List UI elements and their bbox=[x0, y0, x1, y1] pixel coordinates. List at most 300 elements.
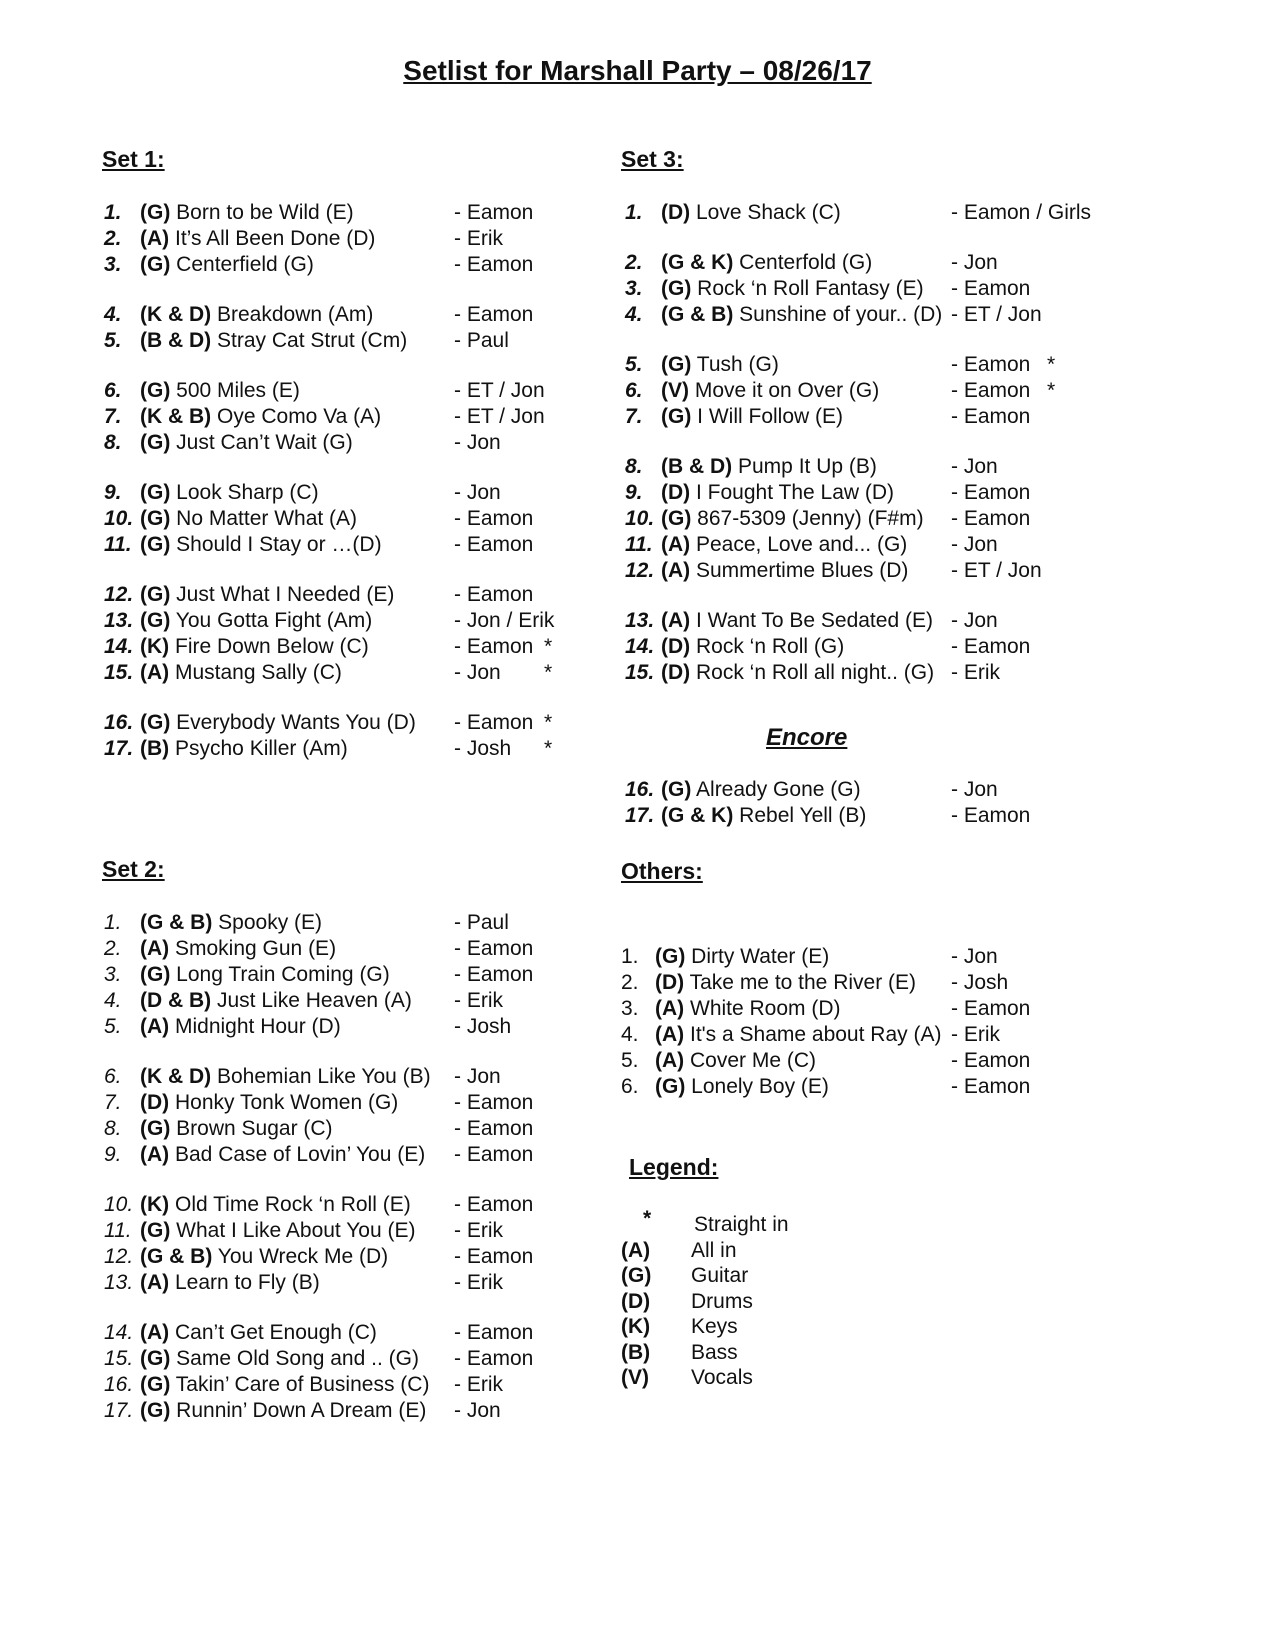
song-title bbox=[140, 1320, 377, 1346]
song-title bbox=[661, 803, 866, 829]
song-title bbox=[661, 250, 872, 276]
straight-in-marker: * bbox=[544, 711, 553, 734]
item-number: 15. bbox=[625, 661, 655, 684]
song-name: Rebel Yell (B) bbox=[739, 804, 867, 827]
song-title bbox=[140, 252, 314, 278]
instrument-code: (G) bbox=[140, 533, 171, 556]
singer: - Eamon bbox=[951, 405, 1031, 428]
instrument-code: (D) bbox=[661, 635, 691, 658]
list-item bbox=[625, 558, 1145, 584]
instrument-code: (B) bbox=[140, 737, 170, 760]
song-name: It’s All Been Done (D) bbox=[175, 227, 376, 250]
song-name: Stray Cat Strut (Cm) bbox=[217, 329, 408, 352]
instrument-code: (D) bbox=[140, 1091, 170, 1114]
list-item bbox=[104, 480, 624, 506]
list-item bbox=[104, 302, 624, 328]
instrument-code: (G & K) bbox=[661, 804, 734, 827]
list-item bbox=[621, 944, 1141, 970]
list-item bbox=[104, 252, 624, 278]
song-title bbox=[655, 1048, 816, 1074]
song-name: Bad Case of Lovin’ You (E) bbox=[175, 1143, 426, 1166]
song-name: Bohemian Like You (B) bbox=[217, 1065, 431, 1088]
instrument-code: (D) bbox=[655, 971, 685, 994]
instrument-code: (K & B) bbox=[140, 405, 212, 428]
song-name: 867-5309 (Jenny) (F#m) bbox=[697, 507, 924, 530]
song-title bbox=[140, 506, 357, 532]
item-number: 9. bbox=[625, 481, 643, 504]
singer: - Jon bbox=[951, 778, 998, 801]
song-title bbox=[140, 532, 382, 558]
set2-list bbox=[104, 910, 624, 1424]
legend-label: Drums bbox=[691, 1289, 753, 1313]
straight-in-marker: * bbox=[544, 661, 553, 684]
song-title bbox=[140, 1270, 320, 1296]
song-name: Rock ‘n Roll all night.. (G) bbox=[696, 661, 935, 684]
singer: - Eamon bbox=[454, 303, 534, 326]
song-name: Same Old Song and .. (G) bbox=[176, 1347, 419, 1370]
list-item bbox=[621, 1022, 1141, 1048]
singer: - Eamon bbox=[454, 533, 534, 556]
song-title bbox=[661, 532, 907, 558]
singer: - Erik bbox=[951, 661, 1000, 684]
list-item bbox=[625, 506, 1145, 532]
song-name: Centerfold (G) bbox=[739, 251, 873, 274]
instrument-code: (G) bbox=[140, 1219, 171, 1242]
straight-in-marker: * bbox=[544, 635, 553, 658]
singer: - Eamon bbox=[454, 201, 534, 224]
item-number: 9. bbox=[104, 481, 122, 504]
instrument-code: (A) bbox=[140, 1321, 170, 1344]
singer: - Josh bbox=[454, 737, 512, 760]
list-item bbox=[104, 660, 624, 686]
list-item bbox=[104, 736, 624, 762]
straight-in-marker: * bbox=[1047, 353, 1056, 376]
item-number: 10. bbox=[104, 1193, 134, 1216]
list-item bbox=[104, 1142, 624, 1168]
instrument-code: (G) bbox=[661, 353, 692, 376]
song-title bbox=[140, 378, 300, 404]
item-number: 10. bbox=[625, 507, 655, 530]
item-number: 2. bbox=[621, 971, 639, 994]
singer: - Eamon bbox=[951, 1075, 1031, 1098]
instrument-code: (K) bbox=[140, 635, 170, 658]
song-title bbox=[140, 736, 348, 762]
song-title bbox=[140, 302, 373, 328]
song-name: Dirty Water (E) bbox=[691, 945, 830, 968]
list-item bbox=[104, 910, 624, 936]
list-item bbox=[104, 1320, 624, 1346]
list-item bbox=[104, 506, 624, 532]
instrument-code: (A) bbox=[661, 559, 691, 582]
song-name: Runnin’ Down A Dream (E) bbox=[176, 1399, 427, 1422]
song-title bbox=[655, 970, 916, 996]
song-title bbox=[661, 480, 894, 506]
item-number: 10. bbox=[104, 507, 134, 530]
singer: - Jon / Erik bbox=[454, 609, 555, 632]
list-item bbox=[625, 378, 1145, 404]
instrument-code: (G) bbox=[661, 507, 692, 530]
song-title bbox=[140, 1218, 416, 1244]
singer: - Erik bbox=[454, 227, 503, 250]
song-name: I Fought The Law (D) bbox=[696, 481, 895, 504]
instrument-code: (G) bbox=[140, 583, 171, 606]
singer: - Jon bbox=[951, 533, 998, 556]
list-item bbox=[104, 608, 624, 634]
song-name: Pump It Up (B) bbox=[738, 455, 877, 478]
list-item bbox=[625, 803, 1145, 829]
item-number: 8. bbox=[625, 455, 643, 478]
list-item bbox=[104, 200, 624, 226]
song-title bbox=[655, 1074, 829, 1100]
item-number: 17. bbox=[625, 804, 655, 827]
item-number: 16. bbox=[625, 778, 655, 801]
set1-heading: Set 1: bbox=[102, 146, 165, 172]
list-item bbox=[104, 1090, 624, 1116]
instrument-code: (G & B) bbox=[140, 1245, 213, 1268]
song-name: Already Gone (G) bbox=[696, 778, 861, 801]
item-number: 11. bbox=[104, 1219, 132, 1242]
instrument-code: (A) bbox=[140, 1143, 170, 1166]
song-name: Rock ‘n Roll Fantasy (E) bbox=[697, 277, 924, 300]
song-title bbox=[140, 1090, 398, 1116]
item-number: 3. bbox=[625, 277, 643, 300]
item-number: 6. bbox=[104, 1065, 122, 1088]
song-name: It's a Shame about Ray (A) bbox=[690, 1023, 942, 1046]
instrument-code: (G) bbox=[140, 1117, 171, 1140]
legend-heading: Legend: bbox=[629, 1154, 719, 1180]
song-name: Just Can’t Wait (G) bbox=[176, 431, 353, 454]
song-title bbox=[140, 480, 319, 506]
item-number: 6. bbox=[625, 379, 643, 402]
legend-item bbox=[621, 1365, 921, 1391]
instrument-code: (V) bbox=[661, 379, 689, 402]
singer: - Eamon bbox=[951, 507, 1031, 530]
instrument-code: (A) bbox=[655, 1049, 685, 1072]
item-number: 14. bbox=[104, 635, 134, 658]
list-item bbox=[625, 777, 1145, 803]
song-title bbox=[661, 352, 779, 378]
list-item bbox=[104, 1398, 624, 1424]
song-name: Can’t Get Enough (C) bbox=[175, 1321, 377, 1344]
song-title bbox=[140, 988, 412, 1014]
song-title bbox=[661, 660, 934, 686]
item-number: 16. bbox=[104, 711, 134, 734]
song-name: Brown Sugar (C) bbox=[176, 1117, 333, 1140]
instrument-code: (G) bbox=[140, 711, 171, 734]
song-title bbox=[661, 276, 924, 302]
item-number: 8. bbox=[104, 1117, 122, 1140]
song-name: Move it on Over (G) bbox=[694, 379, 880, 402]
list-item bbox=[104, 1218, 624, 1244]
list-item bbox=[104, 936, 624, 962]
singer: - Eamon bbox=[454, 1091, 534, 1114]
list-item bbox=[625, 276, 1145, 302]
singer: - Eamon bbox=[951, 481, 1031, 504]
item-number: 17. bbox=[104, 1399, 134, 1422]
song-title bbox=[140, 1142, 425, 1168]
singer: - ET / Jon bbox=[454, 405, 545, 428]
instrument-code: (D) bbox=[661, 201, 691, 224]
singer: - Erik bbox=[454, 1373, 503, 1396]
instrument-code: (G) bbox=[140, 253, 171, 276]
item-number: 8. bbox=[104, 431, 122, 454]
item-number: 2. bbox=[625, 251, 643, 274]
list-item bbox=[104, 378, 624, 404]
instrument-code: (G) bbox=[661, 405, 692, 428]
instrument-code: (G) bbox=[140, 201, 171, 224]
item-number: 4. bbox=[625, 303, 643, 326]
song-title bbox=[661, 302, 942, 328]
singer: - ET / Jon bbox=[951, 559, 1042, 582]
song-title bbox=[140, 936, 336, 962]
song-name: Peace, Love and... (G) bbox=[696, 533, 908, 556]
legend-item bbox=[621, 1263, 921, 1289]
song-name: Just Like Heaven (A) bbox=[217, 989, 412, 1012]
song-title bbox=[655, 944, 829, 970]
list-item bbox=[104, 1064, 624, 1090]
list-item bbox=[104, 634, 624, 660]
legend-item bbox=[621, 1314, 921, 1340]
singer: - Eamon bbox=[454, 635, 534, 658]
item-number: 4. bbox=[621, 1023, 639, 1046]
song-name: Should I Stay or …(D) bbox=[176, 533, 382, 556]
instrument-code: (A) bbox=[661, 533, 691, 556]
instrument-code: (D) bbox=[661, 481, 691, 504]
legend-key: (B) bbox=[621, 1340, 651, 1364]
singer: - Eamon bbox=[951, 1049, 1031, 1072]
singer: - Jon bbox=[454, 431, 501, 454]
instrument-code: (A) bbox=[140, 661, 170, 684]
legend-item bbox=[621, 1340, 921, 1366]
instrument-code: (K & D) bbox=[140, 303, 212, 326]
song-name: Born to be Wild (E) bbox=[176, 201, 354, 224]
song-name: Mustang Sally (C) bbox=[175, 661, 342, 684]
instrument-code: (B & D) bbox=[140, 329, 212, 352]
song-name: Old Time Rock ‘n Roll (E) bbox=[175, 1193, 411, 1216]
list-item bbox=[625, 480, 1145, 506]
song-name: Smoking Gun (E) bbox=[175, 937, 337, 960]
song-name: Honky Tonk Women (G) bbox=[175, 1091, 399, 1114]
instrument-code: (K & D) bbox=[140, 1065, 212, 1088]
item-number: 1. bbox=[104, 201, 122, 224]
song-title bbox=[661, 608, 933, 634]
song-title bbox=[140, 328, 407, 354]
song-title bbox=[140, 404, 381, 430]
list-item bbox=[104, 988, 624, 1014]
singer: - Eamon bbox=[454, 1143, 534, 1166]
singer: - ET / Jon bbox=[454, 379, 545, 402]
instrument-code: (G) bbox=[140, 507, 171, 530]
singer: - Eamon bbox=[951, 379, 1031, 402]
list-item bbox=[104, 404, 624, 430]
song-title bbox=[140, 1398, 426, 1424]
instrument-code: (A) bbox=[655, 997, 685, 1020]
singer: - Eamon bbox=[951, 635, 1031, 658]
list-item bbox=[104, 328, 624, 354]
instrument-code: (G) bbox=[655, 1075, 686, 1098]
legend-item bbox=[621, 1207, 921, 1238]
legend-item bbox=[621, 1289, 921, 1315]
song-name: Sunshine of your.. (D) bbox=[739, 303, 943, 326]
song-title bbox=[655, 996, 841, 1022]
song-title bbox=[140, 1346, 419, 1372]
song-name: Centerfield (G) bbox=[176, 253, 314, 276]
item-number: 13. bbox=[104, 609, 134, 632]
song-name: You Wreck Me (D) bbox=[217, 1245, 389, 1268]
song-title bbox=[140, 1192, 411, 1218]
set3-heading: Set 3: bbox=[621, 146, 684, 172]
song-name: No Matter What (A) bbox=[176, 507, 358, 530]
instrument-code: (G) bbox=[140, 431, 171, 454]
item-number: 4. bbox=[104, 303, 122, 326]
singer: - Paul bbox=[454, 329, 509, 352]
singer: - Erik bbox=[951, 1023, 1000, 1046]
singer: - Eamon bbox=[454, 711, 534, 734]
list-item bbox=[104, 226, 624, 252]
instrument-code: (K) bbox=[140, 1193, 170, 1216]
item-number: 9. bbox=[104, 1143, 122, 1166]
singer: - Eamon bbox=[454, 1321, 534, 1344]
song-name: I Will Follow (E) bbox=[697, 405, 844, 428]
list-item bbox=[625, 634, 1145, 660]
item-number: 6. bbox=[621, 1075, 639, 1098]
song-title bbox=[661, 404, 843, 430]
list-item bbox=[625, 302, 1145, 328]
instrument-code: (G) bbox=[655, 945, 686, 968]
song-title bbox=[140, 226, 375, 252]
item-number: 1. bbox=[625, 201, 643, 224]
song-name: Rock ‘n Roll (G) bbox=[696, 635, 845, 658]
instrument-code: (G) bbox=[140, 1347, 171, 1370]
song-name: I Want To Be Sedated (E) bbox=[696, 609, 933, 632]
song-name: Takin’ Care of Business (C) bbox=[175, 1373, 430, 1396]
item-number: 14. bbox=[104, 1321, 134, 1344]
song-title bbox=[661, 634, 844, 660]
list-item bbox=[104, 710, 624, 736]
instrument-code: (G) bbox=[140, 1399, 171, 1422]
instrument-code: (G) bbox=[140, 1373, 171, 1396]
list-item bbox=[625, 532, 1145, 558]
singer: - Jon bbox=[951, 945, 998, 968]
song-title bbox=[140, 1244, 388, 1270]
list-item bbox=[104, 1270, 624, 1296]
item-number: 17. bbox=[104, 737, 134, 760]
song-name: Summertime Blues (D) bbox=[696, 559, 909, 582]
song-title bbox=[655, 1022, 941, 1048]
set1-list bbox=[104, 200, 624, 762]
instrument-code: (D & B) bbox=[140, 989, 212, 1012]
legend-label: Keys bbox=[691, 1315, 738, 1338]
list-item bbox=[625, 404, 1145, 430]
singer: - ET / Jon bbox=[951, 303, 1042, 326]
legend-label: All in bbox=[691, 1238, 737, 1262]
item-number: 12. bbox=[104, 1245, 134, 1268]
item-number: 14. bbox=[625, 635, 655, 658]
song-title bbox=[661, 558, 908, 584]
song-title bbox=[140, 710, 416, 736]
item-number: 15. bbox=[104, 1347, 134, 1370]
singer: - Eamon bbox=[454, 937, 534, 960]
song-title bbox=[140, 1064, 431, 1090]
song-title bbox=[140, 608, 372, 634]
item-number: 12. bbox=[104, 583, 134, 606]
singer: - Josh bbox=[454, 1015, 512, 1038]
item-number: 7. bbox=[625, 405, 643, 428]
song-name: Lonely Boy (E) bbox=[691, 1075, 829, 1098]
instrument-code: (G) bbox=[661, 277, 692, 300]
song-title bbox=[140, 582, 394, 608]
singer: - Erik bbox=[454, 989, 503, 1012]
list-item bbox=[625, 200, 1145, 226]
instrument-code: (G & B) bbox=[140, 911, 213, 934]
item-number: 15. bbox=[104, 661, 134, 684]
encore-heading: Encore bbox=[766, 724, 848, 751]
song-title bbox=[140, 1014, 341, 1040]
song-title bbox=[140, 200, 354, 226]
singer: - Jon bbox=[951, 609, 998, 632]
song-title bbox=[140, 634, 369, 660]
singer: - Eamon bbox=[454, 963, 534, 986]
song-name: Love Shack (C) bbox=[696, 201, 841, 224]
song-name: Tush (G) bbox=[696, 353, 779, 376]
list-item bbox=[104, 1116, 624, 1142]
singer: - Jon bbox=[951, 251, 998, 274]
others-heading: Others: bbox=[621, 858, 703, 884]
set2-heading: Set 2: bbox=[102, 856, 165, 882]
list-item bbox=[104, 1014, 624, 1040]
singer: - Eamon bbox=[454, 1347, 534, 1370]
singer: - Jon bbox=[454, 481, 501, 504]
legend-key: (G) bbox=[621, 1264, 652, 1287]
singer: - Jon bbox=[951, 455, 998, 478]
legend-key: * bbox=[643, 1207, 652, 1230]
instrument-code: (A) bbox=[140, 1271, 170, 1294]
singer: - Paul bbox=[454, 911, 509, 934]
song-name: Take me to the River (E) bbox=[689, 971, 917, 994]
straight-in-marker: * bbox=[1047, 379, 1056, 402]
list-item bbox=[104, 1372, 624, 1398]
instrument-code: (G & K) bbox=[661, 251, 734, 274]
song-name: Just What I Needed (E) bbox=[176, 583, 395, 606]
song-name: What I Like About You (E) bbox=[176, 1219, 416, 1242]
singer: - Josh bbox=[951, 971, 1009, 994]
instrument-code: (G) bbox=[140, 481, 171, 504]
legend-key: (V) bbox=[621, 1366, 649, 1389]
song-name: Cover Me (C) bbox=[690, 1049, 817, 1072]
list-item bbox=[621, 1074, 1141, 1100]
item-number: 2. bbox=[104, 937, 122, 960]
song-name: Long Train Coming (G) bbox=[176, 963, 390, 986]
singer: - Eamon bbox=[454, 507, 534, 530]
others-list bbox=[621, 944, 1141, 1100]
item-number: 11. bbox=[104, 533, 132, 556]
item-number: 13. bbox=[625, 609, 655, 632]
item-number: 11. bbox=[625, 533, 653, 556]
list-item bbox=[621, 1048, 1141, 1074]
song-name: Breakdown (Am) bbox=[217, 303, 374, 326]
list-item bbox=[104, 582, 624, 608]
singer: - Erik bbox=[454, 1219, 503, 1242]
song-title bbox=[661, 200, 841, 226]
song-title bbox=[661, 378, 879, 404]
singer: - Eamon bbox=[454, 1193, 534, 1216]
song-name: You Gotta Fight (Am) bbox=[175, 609, 373, 632]
legend-label: Vocals bbox=[691, 1366, 753, 1389]
song-name: Psycho Killer (Am) bbox=[175, 737, 348, 760]
song-name: Everybody Wants You (D) bbox=[176, 711, 416, 734]
item-number: 2. bbox=[104, 227, 122, 250]
singer: - Eamon bbox=[454, 253, 534, 276]
